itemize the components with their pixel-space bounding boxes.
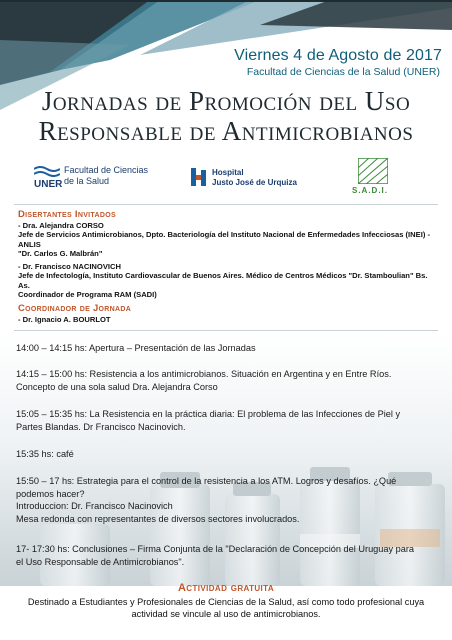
schedule-item-5-text-2: podemos hacer?: [16, 488, 85, 499]
title-line-2: Responsable de Antimicrobianos: [38, 116, 414, 146]
uner-logo: [34, 165, 184, 191]
speaker-1-role: Jefe de Servicios Antimicrobianos, Dpto. Bacteriología del Instituto Nacional de Enfermedades Infecciosas (INEI) - ANLIS: [18, 230, 430, 249]
schedule-item-5: [16, 475, 436, 525]
sadi-logo-word: S.A.D.I.: [352, 186, 389, 195]
schedule-item-3-text-2: Partes Blandas. Dr Francisco Nacinovich.: [16, 421, 186, 432]
schedule-item-6: [16, 543, 436, 568]
speaker-2: [18, 262, 438, 300]
hospital-logo: [190, 166, 330, 190]
schedule-item-5-text: 15:50 – 17 hs: Estrategia para el control de la resistencia a los ATM. Logros y desafíos. ¿Qué: [16, 476, 397, 486]
speaker-1-name: - Dra. Alejandra CORSO: [18, 221, 104, 230]
hospital-mark-icon: [190, 166, 208, 188]
schedule-item-4-text: 15:35 hs: café: [16, 449, 74, 459]
speaker-2-name: - Dr. Francisco NACINOVICH: [18, 262, 121, 271]
divider: [14, 330, 438, 331]
event-place: Facultad de Ciencias de la Salud (UNER): [246, 66, 440, 78]
speaker-1-role-2: "Dr. Carlos G. Malbrán": [18, 249, 103, 259]
schedule-item-5-text-4: Mesa redonda con representantes de diversos sectores involucrados.: [16, 513, 300, 524]
schedule-item-2: [16, 368, 436, 393]
hospital-line2: Justo José de Urquiza: [212, 178, 297, 187]
schedule-item-2-text-2: Concepto de una sola salud Dra. Alejandra Corso: [16, 381, 218, 392]
uner-waves-icon: [34, 165, 60, 177]
audience-line-2: actividad se vincule al uso de antimicrobianos.: [131, 609, 321, 619]
hospital-name: [212, 168, 297, 188]
hospital-line1: Hospital: [212, 168, 244, 177]
speaker-2-role: Jefe de Infectología, Instituto Cardiovascular de Buenos Aires. Médico de Centros Médicos "Dr. Stamboulian" Bs. As.: [18, 271, 428, 290]
title-line-1: Jornadas de Promoción del Uso: [41, 86, 411, 116]
uner-faculty-line2: de la Salud: [64, 176, 110, 186]
coordinator-heading: Coordinador de Jornada: [18, 303, 132, 314]
schedule-item-1: [16, 342, 436, 355]
uner-faculty-line1: Facultad de Ciencias: [64, 165, 149, 175]
event-date: Viernes 4 de Agosto de 2017: [234, 47, 442, 64]
audience-line-1: Destinado a Estudiantes y Profesionales de Ciencias de la Salud, así como todo profesional cuya: [27, 597, 425, 607]
schedule-item-6-text-2: el Uso Responsable de Antimicrobianos".: [16, 556, 185, 567]
schedule-item-3-text: 15:05 – 15:35 hs: La Resistencia en la práctica diaria: El problema de las Infecciones de Piel y: [16, 409, 401, 419]
sadi-logo: [352, 158, 402, 198]
speaker-2-role-2: Coordinador de Programa RAM (SADI): [18, 290, 157, 300]
free-activity-heading: Actividad gratuita: [177, 582, 275, 594]
speakers-heading: Disertantes Invitados: [18, 209, 116, 220]
schedule-item-4: [16, 448, 436, 461]
uner-faculty-name: [64, 165, 148, 187]
schedule-item-2-text: 14:15 – 15:00 hs: Resistencia a los antimicrobianos. Situación en Argentina y en Entre Ríos.: [16, 369, 392, 379]
schedule-item-1-text: 14:00 – 14:15 hs: Apertura – Presentación de las Jornadas: [16, 343, 256, 353]
audience-text: [20, 596, 432, 620]
schedule-item-3: [16, 408, 436, 433]
speaker-1: [18, 221, 438, 259]
divider: [14, 204, 438, 205]
uner-logo-word: UNER: [34, 179, 63, 190]
sadi-grid-icon: [358, 158, 388, 184]
schedule-item-6-text: 17- 17:30 hs: Conclusiones – Firma Conjunta de la "Declaración de Concepción del Uruguay para: [16, 544, 415, 554]
schedule-item-5-text-3: Introduccion: Dr. Francisco Nacinovich: [16, 501, 173, 511]
coordinator-name: - Dr. Ignacio A. BOURLOT: [18, 315, 111, 324]
